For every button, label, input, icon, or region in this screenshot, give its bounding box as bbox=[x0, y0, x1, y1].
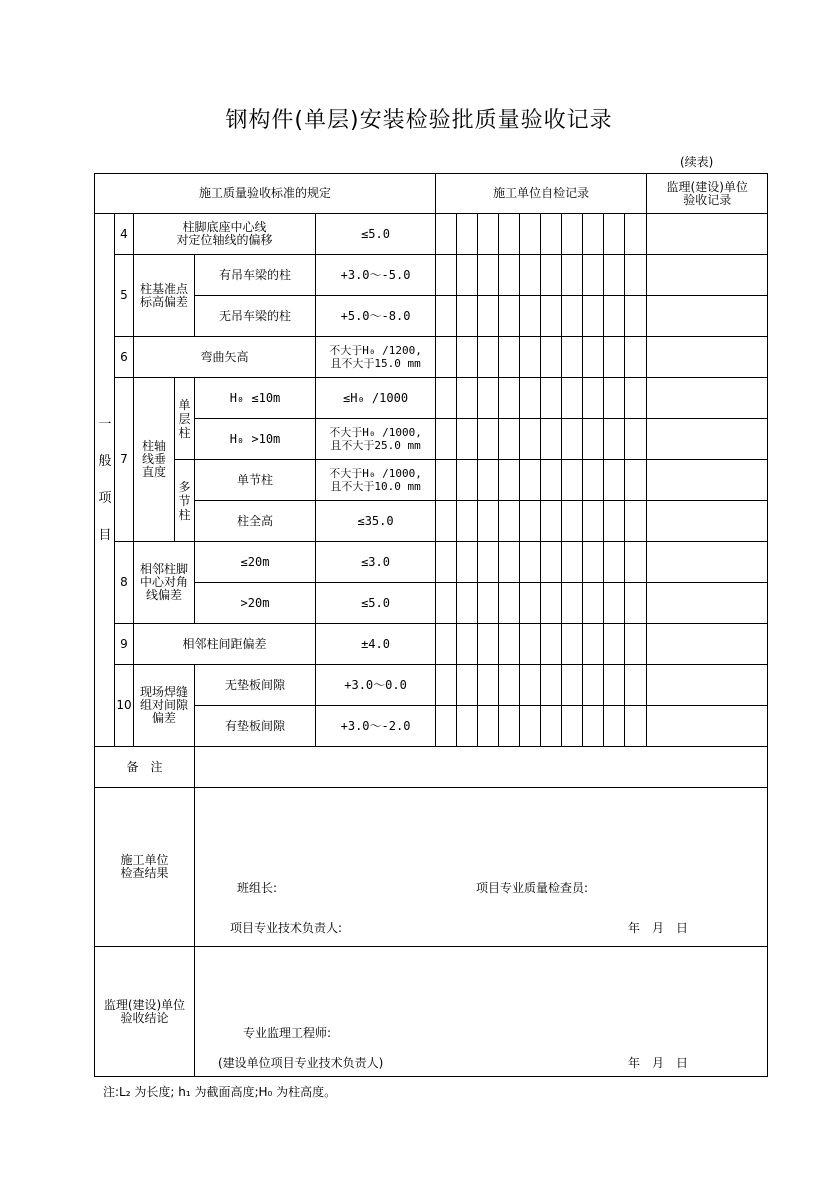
check-cell[interactable] bbox=[562, 378, 583, 419]
check-cell[interactable] bbox=[604, 624, 625, 665]
item-no-6: 6 bbox=[115, 337, 134, 378]
check-cell[interactable] bbox=[436, 501, 457, 542]
item-7-s3: 单节柱 bbox=[195, 460, 316, 501]
check-cell[interactable] bbox=[478, 214, 499, 255]
check-cell[interactable] bbox=[457, 542, 478, 583]
check-cell[interactable] bbox=[562, 255, 583, 296]
check-cell[interactable] bbox=[625, 501, 647, 542]
check-cell[interactable] bbox=[478, 419, 499, 460]
check-cell[interactable] bbox=[625, 378, 647, 419]
supervision-cell[interactable] bbox=[647, 255, 768, 296]
check-cell[interactable] bbox=[478, 583, 499, 624]
check-cell[interactable] bbox=[583, 706, 604, 747]
supervision-cell[interactable] bbox=[647, 706, 768, 747]
check-cell[interactable] bbox=[604, 214, 625, 255]
item-7-name: 柱轴 线垂 直度 bbox=[134, 378, 175, 542]
check-cell[interactable] bbox=[499, 255, 520, 296]
check-cell[interactable] bbox=[541, 501, 562, 542]
check-cell[interactable] bbox=[562, 542, 583, 583]
item-10-s1: 无垫板间隙 bbox=[195, 665, 316, 706]
item-7-v1: ≤H₀ /1000 bbox=[316, 378, 436, 419]
supervision-cell[interactable] bbox=[647, 378, 768, 419]
check-cell[interactable] bbox=[541, 337, 562, 378]
item-9-name: 相邻柱间距偏差 bbox=[134, 624, 316, 665]
check-cell[interactable] bbox=[499, 583, 520, 624]
check-cell[interactable] bbox=[562, 706, 583, 747]
check-cell[interactable] bbox=[457, 337, 478, 378]
item-4-name: 柱脚底座中心线 对定位轴线的偏移 bbox=[134, 214, 316, 255]
remarks-field[interactable] bbox=[195, 747, 768, 788]
construction-label: 施工单位 检查结果 bbox=[95, 788, 195, 947]
inspection-table bbox=[94, 173, 768, 1077]
check-cell[interactable] bbox=[604, 419, 625, 460]
footnote: 注:L₂ 为长度; h₁ 为截面高度;H₀ 为柱高度。 bbox=[103, 1085, 337, 1099]
check-cell[interactable] bbox=[436, 706, 457, 747]
item-8-v2: ≤5.0 bbox=[316, 583, 436, 624]
check-cell[interactable] bbox=[583, 214, 604, 255]
check-cell[interactable] bbox=[604, 706, 625, 747]
check-cell[interactable] bbox=[436, 583, 457, 624]
item-7-v4: ≤35.0 bbox=[316, 501, 436, 542]
check-cell[interactable] bbox=[541, 624, 562, 665]
check-cell[interactable] bbox=[604, 378, 625, 419]
item-6-value: 不大于H₀ /1200, 且不大于15.0 mm bbox=[316, 337, 436, 378]
supervision-cell[interactable] bbox=[647, 542, 768, 583]
check-cell[interactable] bbox=[478, 337, 499, 378]
check-cell[interactable] bbox=[625, 419, 647, 460]
item-10-v1: +3.0～0.0 bbox=[316, 665, 436, 706]
check-cell[interactable] bbox=[583, 255, 604, 296]
check-cell[interactable] bbox=[541, 542, 562, 583]
check-cell[interactable] bbox=[478, 378, 499, 419]
check-cell[interactable] bbox=[499, 378, 520, 419]
check-cell[interactable] bbox=[499, 542, 520, 583]
item-8-name: 相邻柱脚 中心对角 线偏差 bbox=[134, 542, 195, 624]
check-cell[interactable] bbox=[520, 419, 541, 460]
check-cell[interactable] bbox=[541, 255, 562, 296]
item-5-name: 柱基准点 标高偏差 bbox=[134, 255, 195, 337]
check-cell[interactable] bbox=[583, 624, 604, 665]
check-cell[interactable] bbox=[520, 706, 541, 747]
check-cell[interactable] bbox=[436, 214, 457, 255]
item-no-9: 9 bbox=[115, 624, 134, 665]
check-cell[interactable] bbox=[625, 214, 647, 255]
check-cell[interactable] bbox=[457, 501, 478, 542]
check-cell[interactable] bbox=[478, 296, 499, 337]
check-cell[interactable] bbox=[520, 214, 541, 255]
check-cell[interactable] bbox=[499, 337, 520, 378]
check-cell[interactable] bbox=[583, 296, 604, 337]
item-7-group-multi: 多节柱 bbox=[175, 460, 195, 542]
item-5-val2: +5.0～-8.0 bbox=[316, 296, 436, 337]
item-7-s1: H₀ ≤10m bbox=[195, 378, 316, 419]
check-cell[interactable] bbox=[541, 419, 562, 460]
item-7-s4: 柱全高 bbox=[195, 501, 316, 542]
check-cell[interactable] bbox=[520, 460, 541, 501]
check-cell[interactable] bbox=[562, 214, 583, 255]
header-standard: 施工质量验收标准的规定 bbox=[95, 174, 436, 214]
check-cell[interactable] bbox=[436, 337, 457, 378]
check-cell[interactable] bbox=[625, 624, 647, 665]
item-10-s2: 有垫板间隙 bbox=[195, 706, 316, 747]
supervision-cell[interactable] bbox=[647, 624, 768, 665]
supervision-cell[interactable] bbox=[647, 665, 768, 706]
item-6-name: 弯曲矢高 bbox=[134, 337, 316, 378]
check-cell[interactable] bbox=[604, 460, 625, 501]
team-leader-label: 班组长: bbox=[237, 881, 278, 895]
check-cell[interactable] bbox=[478, 706, 499, 747]
check-cell[interactable] bbox=[604, 337, 625, 378]
supervision-cell[interactable] bbox=[647, 501, 768, 542]
item-7-v2: 不大于H₀ /1000, 且不大于25.0 mm bbox=[316, 419, 436, 460]
supervision-date: 年 月 日 bbox=[628, 1056, 689, 1070]
check-cell[interactable] bbox=[457, 296, 478, 337]
check-cell[interactable] bbox=[562, 624, 583, 665]
continued-label: (续表) bbox=[680, 155, 714, 169]
check-cell[interactable] bbox=[457, 378, 478, 419]
item-8-s2: >20m bbox=[195, 583, 316, 624]
check-cell[interactable] bbox=[520, 665, 541, 706]
check-cell[interactable] bbox=[583, 378, 604, 419]
item-7-group-single: 单层柱 bbox=[175, 378, 195, 460]
header-self-check: 施工单位自检记录 bbox=[436, 174, 647, 214]
check-cell[interactable] bbox=[457, 419, 478, 460]
item-9-value: ±4.0 bbox=[316, 624, 436, 665]
check-cell[interactable] bbox=[478, 542, 499, 583]
supervision-cell[interactable] bbox=[647, 460, 768, 501]
check-cell[interactable] bbox=[499, 460, 520, 501]
check-cell[interactable] bbox=[457, 624, 478, 665]
check-cell[interactable] bbox=[436, 378, 457, 419]
check-cell[interactable] bbox=[436, 419, 457, 460]
check-cell[interactable] bbox=[457, 255, 478, 296]
item-no-5: 5 bbox=[115, 255, 134, 337]
check-cell[interactable] bbox=[562, 501, 583, 542]
item-no-8: 8 bbox=[115, 542, 134, 624]
check-cell[interactable] bbox=[499, 214, 520, 255]
check-cell[interactable] bbox=[478, 501, 499, 542]
supervision-cell[interactable] bbox=[647, 296, 768, 337]
check-cell[interactable] bbox=[520, 255, 541, 296]
check-cell[interactable] bbox=[604, 296, 625, 337]
item-7-v3: 不大于H₀ /1000, 且不大于10.0 mm bbox=[316, 460, 436, 501]
item-no-7: 7 bbox=[115, 378, 134, 542]
check-cell[interactable] bbox=[499, 296, 520, 337]
supervision-cell[interactable] bbox=[647, 419, 768, 460]
check-cell[interactable] bbox=[604, 542, 625, 583]
check-cell[interactable] bbox=[604, 665, 625, 706]
check-cell[interactable] bbox=[478, 624, 499, 665]
check-cell[interactable] bbox=[520, 378, 541, 419]
check-cell[interactable] bbox=[583, 337, 604, 378]
supervision-cell[interactable] bbox=[647, 337, 768, 378]
check-cell[interactable] bbox=[457, 665, 478, 706]
check-cell[interactable] bbox=[562, 583, 583, 624]
owner-representative-label: (建设单位项目专业技术负责人) bbox=[218, 1056, 384, 1070]
item-no-10: 10 bbox=[115, 665, 134, 747]
check-cell[interactable] bbox=[457, 460, 478, 501]
check-cell[interactable] bbox=[541, 378, 562, 419]
check-cell[interactable] bbox=[583, 460, 604, 501]
check-cell[interactable] bbox=[478, 255, 499, 296]
check-cell[interactable] bbox=[520, 542, 541, 583]
check-cell[interactable] bbox=[436, 460, 457, 501]
supervising-engineer-label: 专业监理工程师: bbox=[243, 1026, 332, 1040]
check-cell[interactable] bbox=[499, 419, 520, 460]
supervision-label: 监理(建设)单位 验收结论 bbox=[95, 947, 195, 1077]
item-4-value: ≤5.0 bbox=[316, 214, 436, 255]
supervision-cell[interactable] bbox=[647, 583, 768, 624]
check-cell[interactable] bbox=[520, 296, 541, 337]
check-cell[interactable] bbox=[478, 665, 499, 706]
item-5-sub2: 无吊车梁的柱 bbox=[195, 296, 316, 337]
check-cell[interactable] bbox=[478, 460, 499, 501]
check-cell[interactable] bbox=[625, 337, 647, 378]
tech-lead-label: 项目专业技术负责人: bbox=[230, 921, 343, 935]
check-cell[interactable] bbox=[562, 296, 583, 337]
supervision-cell[interactable] bbox=[647, 214, 768, 255]
check-cell[interactable] bbox=[562, 460, 583, 501]
check-cell[interactable] bbox=[541, 583, 562, 624]
check-cell[interactable] bbox=[436, 255, 457, 296]
header-supervision: 监理(建设)单位 验收记录 bbox=[647, 174, 768, 214]
check-cell[interactable] bbox=[541, 460, 562, 501]
item-no-4: 4 bbox=[115, 214, 134, 255]
check-cell[interactable] bbox=[625, 542, 647, 583]
check-cell[interactable] bbox=[625, 255, 647, 296]
check-cell[interactable] bbox=[562, 337, 583, 378]
check-cell[interactable] bbox=[541, 665, 562, 706]
item-10-v2: +3.0～-2.0 bbox=[316, 706, 436, 747]
check-cell[interactable] bbox=[436, 542, 457, 583]
check-cell[interactable] bbox=[625, 296, 647, 337]
check-cell[interactable] bbox=[604, 255, 625, 296]
check-cell[interactable] bbox=[583, 501, 604, 542]
check-cell[interactable] bbox=[541, 214, 562, 255]
check-cell[interactable] bbox=[457, 706, 478, 747]
check-cell[interactable] bbox=[520, 501, 541, 542]
page-title: 钢构件(单层)安装检验批质量验收记录 bbox=[225, 108, 613, 133]
check-cell[interactable] bbox=[436, 296, 457, 337]
check-cell[interactable] bbox=[520, 583, 541, 624]
check-cell[interactable] bbox=[583, 665, 604, 706]
item-8-v1: ≤3.0 bbox=[316, 542, 436, 583]
check-cell[interactable] bbox=[583, 583, 604, 624]
check-cell[interactable] bbox=[499, 665, 520, 706]
item-5-val1: +3.0～-5.0 bbox=[316, 255, 436, 296]
construction-date: 年 月 日 bbox=[628, 921, 689, 935]
check-cell[interactable] bbox=[562, 665, 583, 706]
category-general-items: 一般项目 bbox=[95, 214, 115, 747]
item-7-s2: H₀ >10m bbox=[195, 419, 316, 460]
quality-inspector-label: 项目专业质量检查员: bbox=[476, 881, 589, 895]
check-cell[interactable] bbox=[499, 501, 520, 542]
check-cell[interactable] bbox=[583, 419, 604, 460]
item-5-sub1: 有吊车梁的柱 bbox=[195, 255, 316, 296]
item-10-name: 现场焊缝 组对间隙 偏差 bbox=[134, 665, 195, 747]
check-cell[interactable] bbox=[499, 624, 520, 665]
check-cell[interactable] bbox=[625, 706, 647, 747]
check-cell[interactable] bbox=[625, 665, 647, 706]
check-cell[interactable] bbox=[583, 542, 604, 583]
check-cell[interactable] bbox=[541, 706, 562, 747]
check-cell[interactable] bbox=[457, 583, 478, 624]
check-cell[interactable] bbox=[457, 214, 478, 255]
check-cell[interactable] bbox=[436, 624, 457, 665]
check-cell[interactable] bbox=[520, 337, 541, 378]
item-8-s1: ≤20m bbox=[195, 542, 316, 583]
check-cell[interactable] bbox=[499, 706, 520, 747]
check-cell[interactable] bbox=[625, 583, 647, 624]
check-cell[interactable] bbox=[604, 583, 625, 624]
check-cell[interactable] bbox=[520, 624, 541, 665]
check-cell[interactable] bbox=[604, 501, 625, 542]
check-cell[interactable] bbox=[625, 460, 647, 501]
remarks-label: 备 注 bbox=[95, 747, 195, 788]
check-cell[interactable] bbox=[436, 665, 457, 706]
check-cell[interactable] bbox=[562, 419, 583, 460]
check-cell[interactable] bbox=[541, 296, 562, 337]
